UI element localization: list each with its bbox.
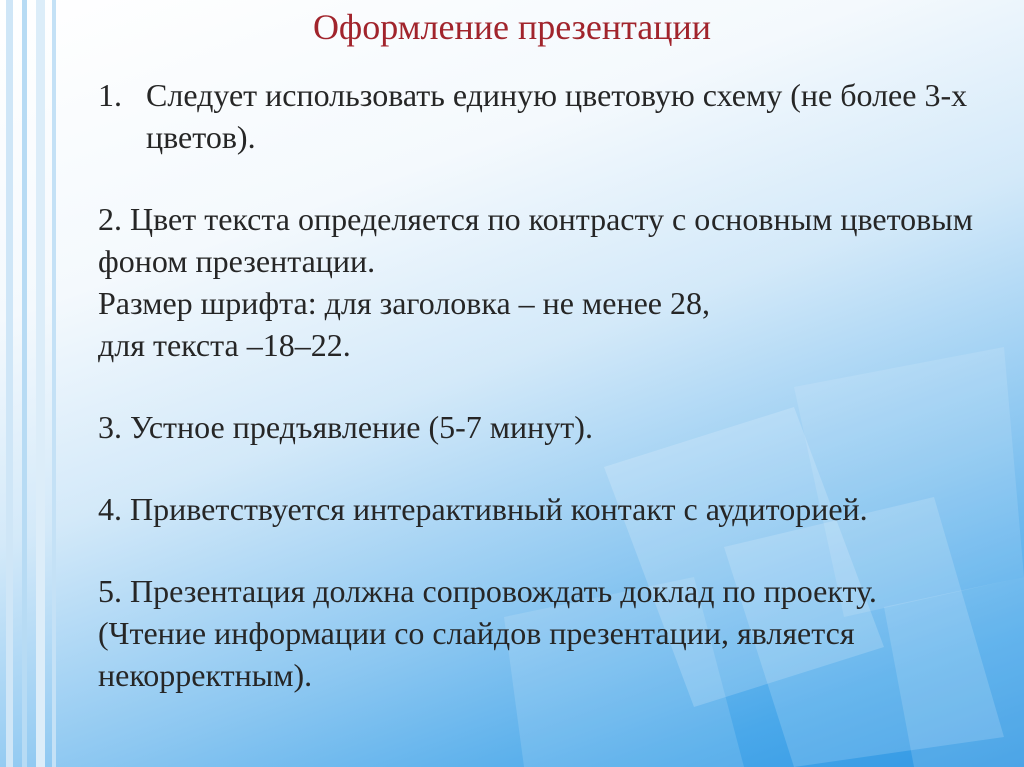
item-1-number: 1. [98,77,122,113]
item-2-text: 2. Цвет текста определяется по контрасту с основным цветовым фоном презентации. [98,201,974,279]
list-item-1 [98,74,998,158]
item-5-note: (Чтение информации со слайдов презентации, является некорректным). [98,615,855,693]
item-1-text: Следует использовать единую цветовую схему (не более 3-х цветов). [146,77,968,155]
slide-title: Оформление презентации [312,7,712,47]
item-5-text: 5. Презентация должна сопровождать доклад по проекту. [98,573,877,609]
item-3-text: 3. Устное предъявление (5-7 минут). [98,409,593,445]
slide-content [98,74,998,696]
item-4-text: 4. Приветствуется интерактивный контакт с аудиторией. [98,491,868,527]
font-size-line: Размер шрифта: для заголовка – не менее 28, [98,285,710,321]
text-size-line: для текста –18–22. [98,327,351,363]
left-stripes-decoration [0,0,70,767]
